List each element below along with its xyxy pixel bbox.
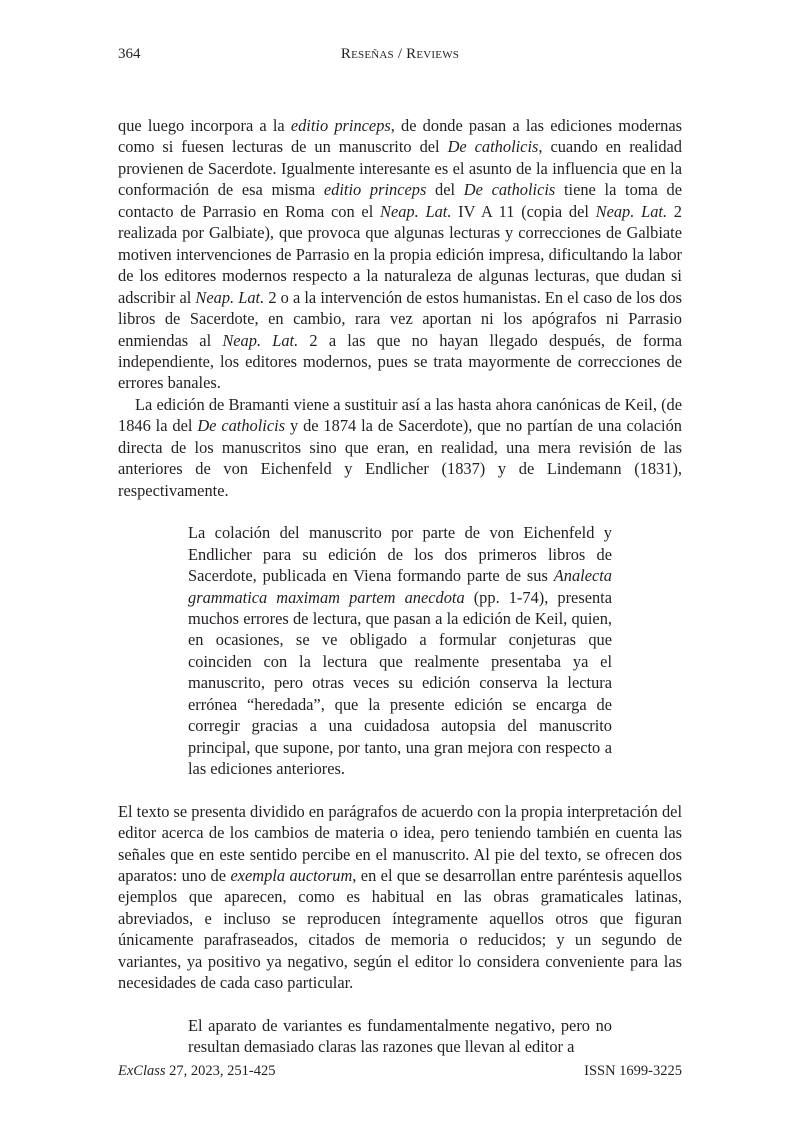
text-run: , de donde pasan a las ediciones modernas como si fuesen lecturas de un manuscrito del [118,116,682,157]
italic-text: De catholicis [447,137,539,157]
text-run: del [426,180,464,200]
paragraph [118,801,682,994]
block-quote [188,1015,612,1058]
italic-text: De catholicis [463,180,556,200]
italic-text: Analecta grammatica maximam partem anecdota [188,566,612,607]
italic-text: exempla auctorum [230,865,353,885]
paragraph [118,115,682,394]
text-run: El aparato de variantes es fundamentalmente negativo, pero no resultan demasiado claras las razones que llevan al editor a [188,1015,612,1057]
italic-text: Neap. Lat. [195,287,265,307]
text-run: IV A 11 (copia del [451,201,596,221]
running-title: Reseñas / Reviews [340,46,460,62]
text-run: 2 realizada por Galbiate), que provoca que algunas lecturas y correcciones de Galbiate motiven intervenciones de Parrasio en la propia edición impresa, dificultando la labor de los editores modernos respecto a la naturaleza de algunas lecturas, que dudan si adscribir al [118,201,682,307]
text-run: y de 1874 la de Sacerdote), que no partían de una colación directa de los manuscritos sino que eran, en realidad, una mera revisión de las anteriores de von Eichenfeld y Endlicher (1837) y de Lindemann (1831), respectivamente. [118,416,682,500]
page-number: 364 [118,46,141,62]
volume-pages: 27, 2023, 251-425 [165,1063,276,1079]
text-run: 2 a las que no hayan llegado después, de forma independiente, los editores modernos, pues se trata mayormente de correcciones de errores banales. [118,330,682,393]
text-run: , en el que se desarrollan entre paréntesis aquellos ejemplos que aparecen, como es habitual en las obras gramaticales latinas, abreviados, e incluso se reproducen íntegramente aquellos otros que figuran únicamente parafraseados, citados de memoria o reducidos; y un segundo de variantes, ya positivo ya negativo, según el editor lo considera conveniente para las necesidades de cada caso particular. [118,865,683,993]
italic-text: Neap. Lat. [595,201,668,221]
italic-text: editio princeps [290,116,391,135]
text-run: El texto se presenta dividido en parágrafos de acuerdo con la propia interpretación del editor acerca de los cambios de materia o idea, pero teniendo también en cuenta las señales que en este sentido percibe en el manuscrito. Al pie del texto, se ofrecen dos aparatos: uno de [118,801,682,885]
italic-text: Neap. Lat. [380,201,452,221]
text-run: tiene la toma de contacto de Parrasio en Roma con el [118,180,682,221]
paragraph [118,394,682,501]
text-run: (pp. 1-74), presenta muchos errores de lectura, que pasan a la edición de Keil, quien, en ocasiones, se ve obligado a formular conjeturas que coinciden con la lectura que realmente presentaba ya el manuscrito, pero otras veces su edición conserva la lectura errónea “heredada”, que la presente edición se encarga de corregir gracias a una cuidadosa autopsia del manuscrito principal, que supone, por tanto, una gran mejora con respecto a las ediciones anteriores. [188,587,612,779]
text-run: La colación del manuscrito por parte de von Eichenfeld y Endlicher para su edición de los dos primeros libros de Sacerdote, publicada en Viena formando parte de sus [188,523,612,586]
issn: ISSN 1699-3225 [584,1063,682,1079]
text-run: , cuando en realidad provienen de Sacerdote. Igualmente interesante es el asunto de la influencia que en la conformación de esa misma [118,137,682,200]
article-body [118,115,682,1058]
journal-name: ExClass [118,1063,166,1079]
text-run: que luego incorpora a la [118,116,291,135]
italic-text: editio princeps [323,180,427,200]
block-quote [188,522,612,779]
text-run: 2 o a la intervención de estos humanistas. En el caso de los dos libros de Sacerdote, en cambio, rara vez aportan ni los apógrafos ni Parrasio enmiendas al [118,287,682,350]
journal-citation [118,1063,276,1080]
italic-text: Neap. Lat. [222,330,299,350]
text-run: La edición de Bramanti viene a sustituir así a las hasta ahora canónicas de Keil, (de 1846 la del [118,394,682,436]
italic-text: De catholicis [197,416,286,436]
